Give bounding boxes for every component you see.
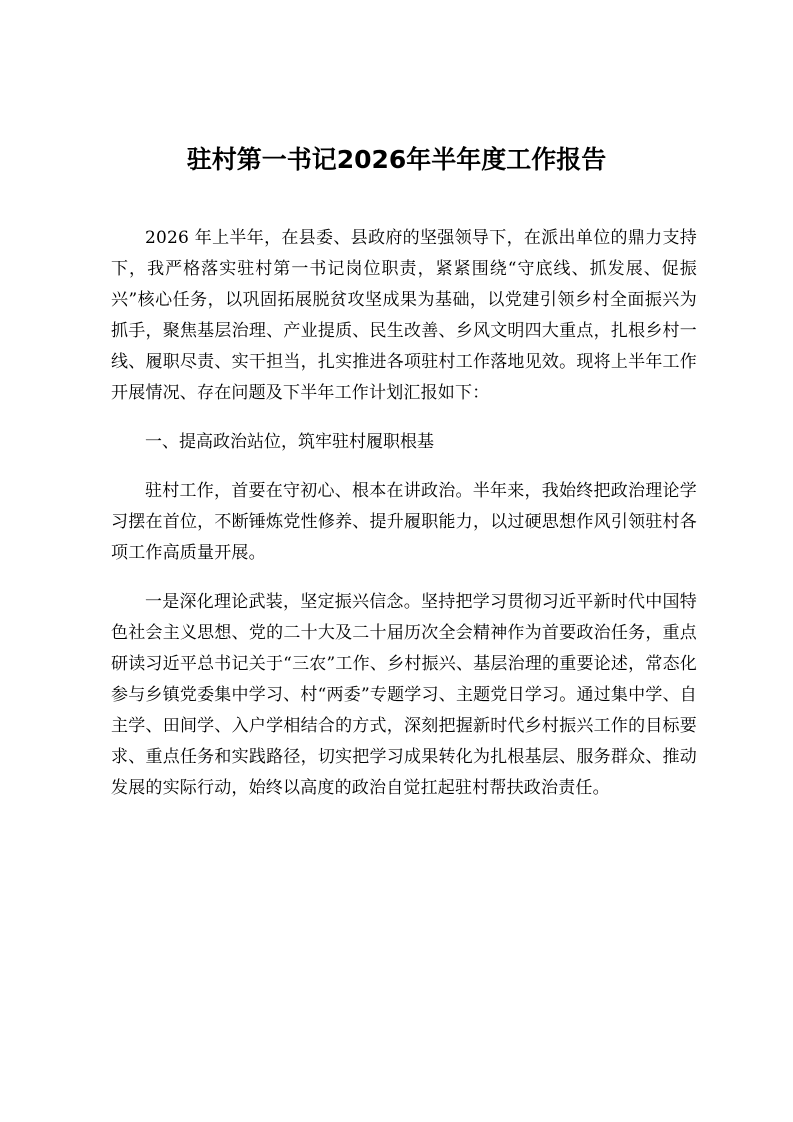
document-title: 驻村第一书记2026年半年度工作报告: [186, 145, 607, 174]
intro-paragraph: 2026 年上半年，在县委、县政府的坚强领导下，在派出单位的鼎力支持下，我严格落实驻村第一书记岗位职责，紧紧围绕“守底线、抓发展、促振兴”核心任务，以巩固拓展脱贫攻坚成果为基础，以党建引领乡村全面振兴为抓手，聚焦基层治理、产业提质、民生改善、乡风文明四大重点，扎根乡村一线、履职尽责、实干担当，扎实推进各项驻村工作落地见效。现将上半年工作开展情况、存在问题及下半年工作计划汇报如下：: [111, 228, 697, 403]
document-body: [111, 223, 697, 804]
section-heading-1: 一、提高政治站位，筑牢驻村履职根基: [145, 432, 434, 452]
section-1-paragraph-1: 驻村工作，首要在守初心、根本在讲政治。半年来，我始终把政治理论学习摆在首位，不断锤炼党性修养、提升履职能力，以过硬思想作风引领驻村各项工作高质量开展。: [111, 481, 697, 563]
section-1-paragraph-2: 一是深化理论武装，坚定振兴信念。坚持把学习贯彻习近平新时代中国特色社会主义思想、党的二十大及二十届历次全会精神作为首要政治任务，重点研读习近平总书记关于“三农”工作、乡村振兴、基层治理的重要论述，常态化参与乡镇党委集中学习、村“两委”专题学习、主题党日学习。通过集中学、自主学、田间学、入户学相结合的方式，深刻把握新时代乡村振兴工作的目标要求、重点任务和实践路径，切实把学习成果转化为扎根基层、服务群众、推动发展的实际行动，始终以高度的政治自觉扛起驻村帮扶政治责任。: [111, 592, 697, 798]
